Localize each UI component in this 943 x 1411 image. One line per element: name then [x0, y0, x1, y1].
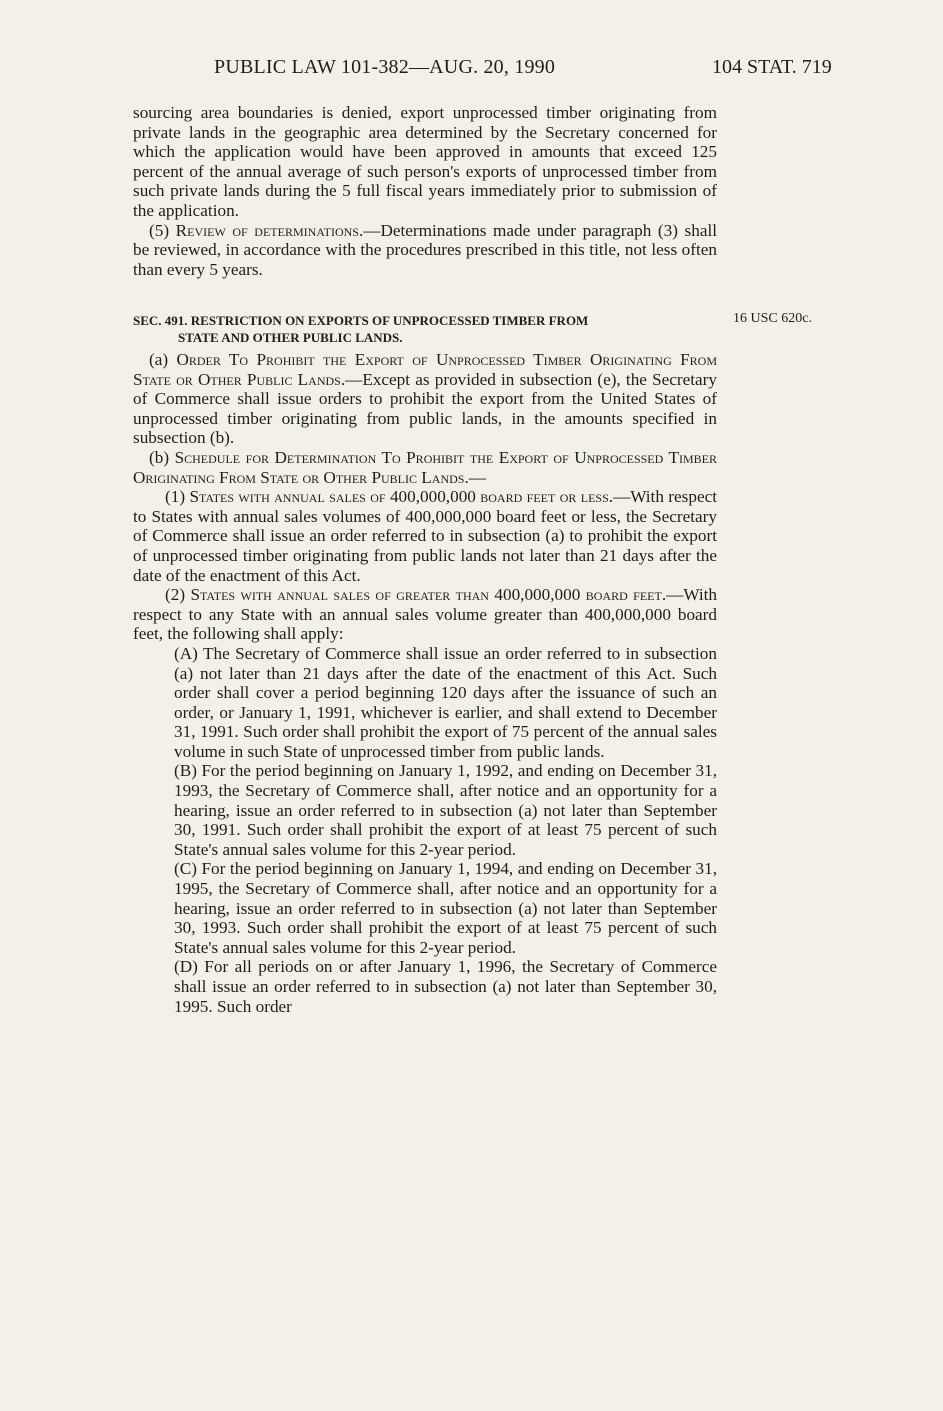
subsection-b [133, 448, 717, 487]
subsection-number: (a) [149, 350, 169, 369]
paragraph-continuation: sourcing area boundaries is denied, export unprocessed timber originating from private lands in the geographic area determined by the Secretary concerned for which the application would have been approved in amounts that exceed 125 percent of the annual average of such person's exports of unprocessed timber from such private lands during the 5 full fiscal years immediately prior to submission of the application. [133, 103, 717, 220]
subparagraph-C: (C) For the period beginning on January 1, 1994, and ending on December 31, 1995, the Secretary of Commerce shall, after notice and an opportunity for a hearing, issue an order referred to in subsection (a) not later than September 30, 1993. Such order shall prohibit the export of at least 75 percent of such State's annual sales volume for this 2-year period. [174, 859, 717, 957]
paragraph-text: .—Determinations made under paragraph (3) shall be reviewed, in accordance with the procedures prescribed in this title, not less often than every 5 years. [133, 220, 718, 279]
subsection-heading: Order To Prohibit the Export of Unprocessed Timber Originating From State or Other Public Lands [133, 350, 718, 389]
paragraph-heading: States with annual sales of greater than 400,000,000 board feet [190, 585, 662, 605]
paragraph-text: .—With respect to States with annual sales volumes of 400,000,000 board feet or less, the Secretary of Commerce shall issue an order referred to in subsection (a) to prohibit the export of unprocessed timber originating from public lands not later than 21 days after the date of the enactment of this Act. [133, 487, 717, 585]
subparagraph-A: (A) The Secretary of Commerce shall issue an order referred to in subsection (a) not later than 21 days after the date of the enactment of this Act. Such order shall cover a period beginning 120 days after the issuance of such an order, or January 1, 1991, whichever is earlier, and shall extend to December 31, 1991. Such order shall prohibit the export of 75 percent of the annual sales volume in such State of unprocessed timber from public lands. [174, 643, 717, 761]
subsection-a [133, 350, 717, 448]
paragraph-heading: States with annual sales of 400,000,000 board feet or less [189, 487, 609, 507]
paragraph-number: (5) [149, 220, 170, 240]
subsection-heading: Schedule for Determination To Prohibit the Export of Unprocessed Timber Originating From State or Other Public Lands [133, 447, 718, 487]
section-heading [133, 312, 723, 346]
subparagraph-D: (D) For all periods on or after January 1, 1996, the Secretary of Commerce shall issue an order referred to in subsection (a) not later than September 30, 1995. Such order [174, 957, 717, 1016]
text-block-top [133, 103, 717, 279]
subsection-text: .— [464, 467, 486, 487]
paragraph-heading: Review of determinations [175, 220, 359, 240]
paragraph-text: .—With respect to any State with an annual sales volume greater than 400,000,000 board feet, the following shall apply: [133, 585, 718, 644]
subsection-text: .—Except as provided in subsection (e), the Secretary of Commerce shall issue orders to prohibit the export from the United States of unprocessed timber originating from public lands, in the amounts specified in subsection (b). [133, 369, 717, 448]
section-heading-line-1: SEC. 491. RESTRICTION ON EXPORTS OF UNPROCESSED TIMBER FROM [133, 313, 589, 328]
paragraph-review-of-determinations [133, 221, 717, 280]
paragraph-b2 [133, 585, 717, 644]
paragraph-b1 [133, 487, 717, 585]
text-block-section-491 [133, 350, 717, 1016]
margin-citation: 16 USC 620c. [733, 311, 812, 326]
section-heading-line-2: STATE AND OTHER PUBLIC LANDS. [178, 330, 403, 345]
page-stat-number: 104 STAT. 719 [712, 56, 832, 78]
paragraph-number: (2) [165, 585, 186, 605]
running-header-title: PUBLIC LAW 101-382—AUG. 20, 1990 [214, 56, 556, 78]
subparagraph-B: (B) For the period beginning on January 1, 1992, and ending on December 31, 1993, the Secretary of Commerce shall, after notice and an opportunity for a hearing, issue an order referred to in subsection (a) not later than September 30, 1991. Such order shall prohibit the export of at least 75 percent of such State's annual sales volume for this 2-year period. [174, 761, 717, 859]
subsection-number: (b) [149, 447, 170, 467]
paragraph-number: (1) [165, 487, 186, 507]
